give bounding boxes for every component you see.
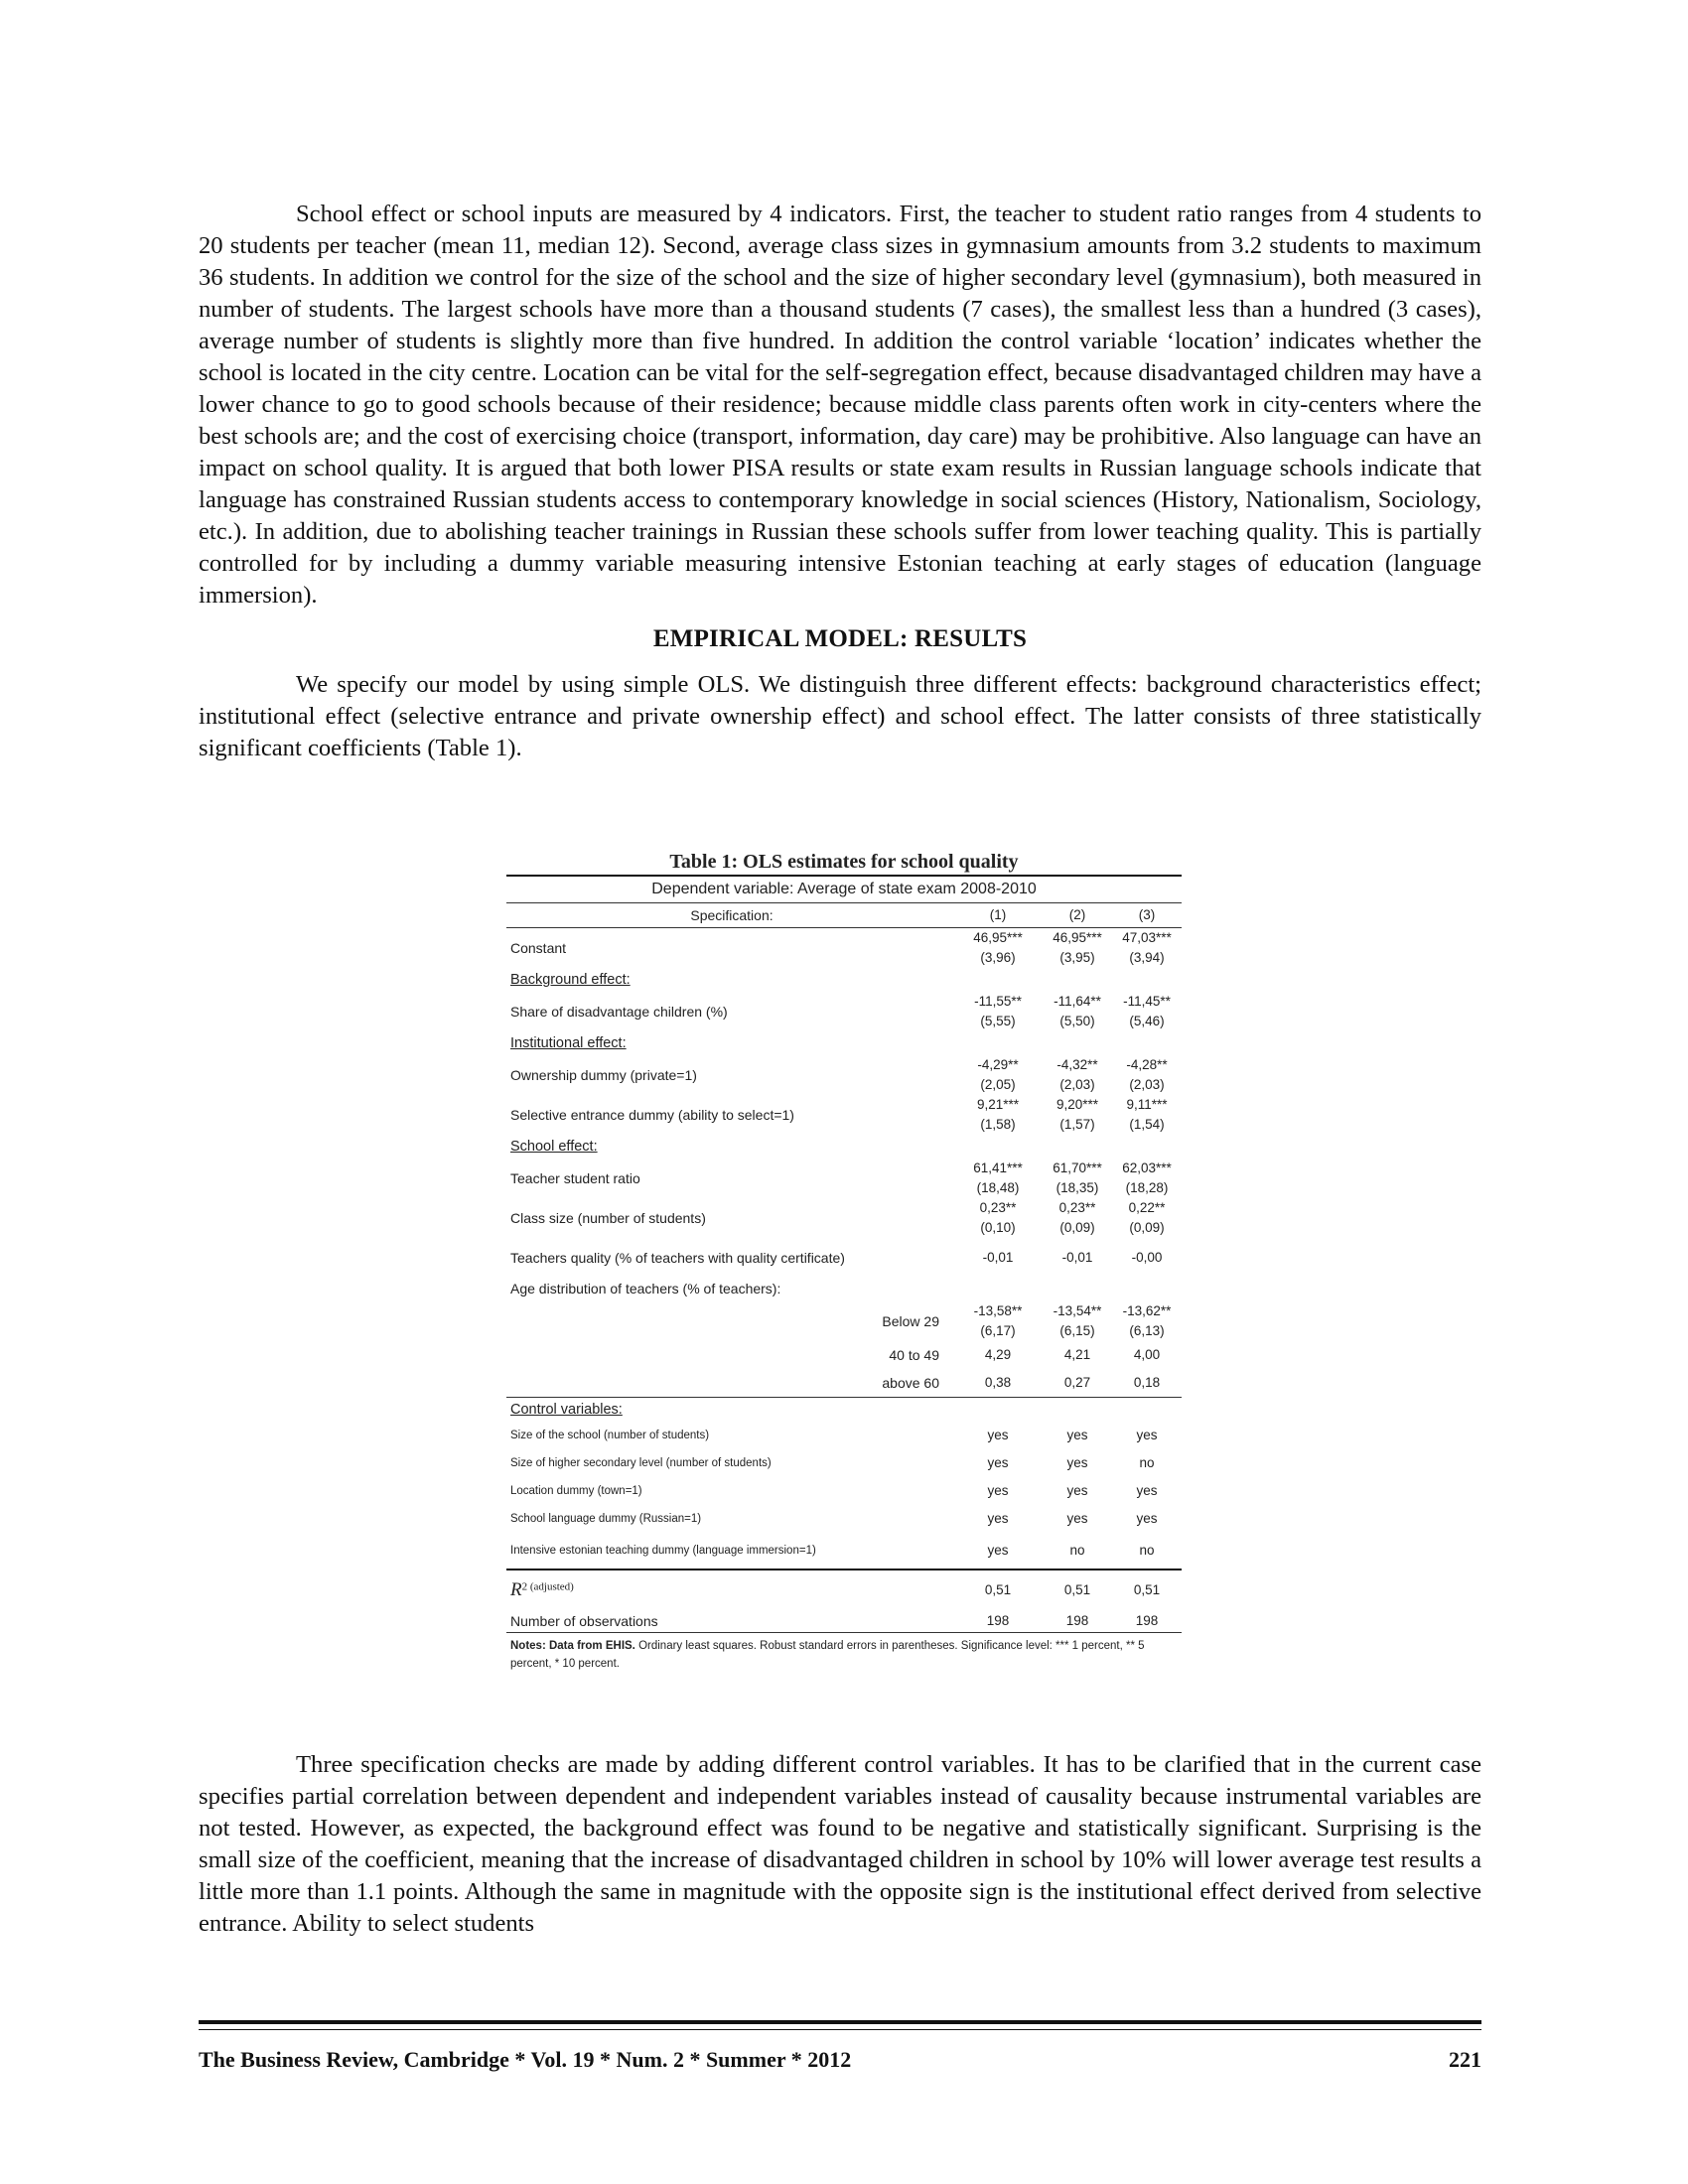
- se: (6,17): [980, 1323, 1016, 1338]
- coef: -0,00: [1131, 1250, 1163, 1265]
- row-label: 40 to 49: [889, 1347, 939, 1363]
- cell: yes: [1066, 1511, 1088, 1526]
- coef: -4,28**: [1126, 1057, 1168, 1072]
- cell: 0,51: [1133, 1582, 1161, 1597]
- row-label: Selective entrance dummy (ability to select=1): [510, 1107, 794, 1123]
- spec-2: (2): [1068, 907, 1086, 922]
- table-caption: Table 1: OLS estimates for school quality: [669, 851, 1019, 873]
- se: (1,54): [1129, 1117, 1165, 1132]
- paragraph-model: We specify our model by using simple OLS. We distinguish three different effects: background characteristics effect; institutional effect (selective entrance and private ownership effect) and school effect. The latter consists of three statistically significant coefficients (Table 1).: [199, 671, 1481, 761]
- se: (2,03): [1059, 1077, 1095, 1092]
- se: (2,03): [1129, 1077, 1165, 1092]
- cell: yes: [1066, 1455, 1088, 1470]
- table-row-40-49: [506, 1341, 1182, 1369]
- table-row-nobs: [506, 1610, 1182, 1632]
- table-row-ownership: [506, 1055, 1182, 1095]
- cell: no: [1139, 1455, 1155, 1470]
- journal-footer: The Business Review, Cambridge * Vol. 19 * Num. 2 * Summer * 2012: [199, 2047, 852, 2072]
- table-notes: [506, 1633, 1182, 1673]
- cell: yes: [987, 1428, 1009, 1442]
- spec-label: Specification:: [690, 907, 774, 923]
- page-number: 221: [1449, 2047, 1481, 2072]
- coef: 0,27: [1063, 1375, 1091, 1390]
- cell: yes: [1066, 1483, 1088, 1498]
- cell: no: [1069, 1543, 1085, 1558]
- row-label: above 60: [882, 1375, 939, 1391]
- r2-sup: 2 (adjusted): [521, 1580, 574, 1593]
- coef: -13,58**: [973, 1303, 1023, 1318]
- row-label: Below 29: [882, 1313, 939, 1329]
- table-row-below-29: [506, 1301, 1182, 1341]
- row-label: Location dummy (town=1): [510, 1485, 642, 1497]
- coef: 61,41***: [973, 1160, 1023, 1175]
- se: (18,35): [1055, 1180, 1099, 1195]
- table-row-teacher-quality: [506, 1238, 1182, 1278]
- coef: 61,70***: [1053, 1160, 1102, 1175]
- row-label: Ownership dummy (private=1): [510, 1067, 697, 1083]
- notes-source: Notes: Data from EHIS.: [510, 1640, 635, 1652]
- table-row-r2: [506, 1570, 1182, 1610]
- cell: yes: [1136, 1511, 1158, 1526]
- cell: yes: [1066, 1428, 1088, 1442]
- table-row-spec: [506, 903, 1182, 927]
- table-row-control: [506, 1505, 1182, 1533]
- table-row-class-size: [506, 1198, 1182, 1238]
- cell: 198: [1065, 1613, 1089, 1628]
- table-row-control: [506, 1449, 1182, 1477]
- coef: 9,11***: [1126, 1097, 1168, 1112]
- table-row-control: [506, 1422, 1182, 1449]
- row-label: Teachers quality (% of teachers with quality certificate): [510, 1249, 845, 1266]
- table-row-control: [506, 1533, 1182, 1569]
- main-text: [199, 199, 1481, 764]
- cell: yes: [1136, 1428, 1158, 1442]
- coef: -0,01: [982, 1250, 1014, 1265]
- footer-rule: [199, 2020, 1481, 2024]
- institutional-header: Institutional effect:: [510, 1035, 627, 1051]
- se: (1,57): [1059, 1117, 1095, 1132]
- cell: 198: [986, 1613, 1010, 1628]
- row-label: Teacher student ratio: [510, 1170, 640, 1186]
- se: (0,09): [1059, 1220, 1095, 1235]
- cell: yes: [987, 1455, 1009, 1470]
- row-label: Size of the school (number of students): [510, 1430, 710, 1441]
- cell: yes: [987, 1543, 1009, 1558]
- coef: 0,38: [984, 1375, 1012, 1390]
- row-label: [506, 1579, 953, 1601]
- coef: 62,03***: [1122, 1160, 1172, 1175]
- row-label: Class size (number of students): [510, 1210, 706, 1226]
- table-row-above-60: [506, 1369, 1182, 1397]
- table-row-constant: [506, 928, 1182, 968]
- ols-table: [506, 849, 1182, 1673]
- lower-text: [199, 1749, 1481, 1940]
- footer-rule: [199, 2029, 1481, 2030]
- se: (3,95): [1059, 950, 1095, 965]
- paragraph-specification: Three specification checks are made by adding different control variables. It has to be clarified that in the current case specifies partial correlation between dependent and independent variables instead of causality because instrumental variables are not tested. However, as expected, the background effect was found to be negative and statistically significant. Surprising is the small size of the coefficient, meaning that the increase of disadvantaged children in school by 10% will lower average test results a little more than 1.1 points. Although the same in magnitude with the opposite sign is the institutional effect derived from selective entrance. Ability to select students: [199, 1751, 1481, 1937]
- paragraph-school-effect: School effect or school inputs are measured by 4 indicators. First, the teacher to student ratio ranges from 4 students to 20 students per teacher (mean 11, median 12). Second, average class sizes in gymnasium amounts from 3.2 students to maximum 36 students. In addition we control for the size of the school and the size of higher secondary level (gymnasium), both measured in number of students. The largest schools have more than a thousand students (7 cases), the smallest less than a hundred (3 cases), average number of students is slightly more than five hundred. In addition the control variable ‘location’ indicates whether the school is located in the city centre. Location can be vital for the self-segregation effect, because disadvantaged children may have a lower chance to go to good schools because of their residence; because middle class parents often work in city-centers where the best schools are; and the cost of exercising choice (transport, information, day care) may be prohibitive. Also language can have an impact on school quality. It is argued that both lower PISA results or state exam results in Russian language schools indicate that language has constrained Russian students access to contemporary knowledge in social sciences (History, Nationalism, Sociology, etc.). In addition, due to abolishing teacher trainings in Russian these schools suffer from lower teaching quality. This is partially controlled for by including a dummy variable measuring intensive Estonian teaching at early stages of education (language immersion).: [199, 201, 1481, 609]
- se: (6,13): [1129, 1323, 1165, 1338]
- se: (18,48): [976, 1180, 1020, 1195]
- spec-3: (3): [1138, 907, 1156, 922]
- coef: -4,29**: [977, 1057, 1019, 1072]
- cell: 198: [1135, 1613, 1159, 1628]
- cell: yes: [987, 1511, 1009, 1526]
- se: (5,55): [980, 1014, 1016, 1028]
- coef: -4,32**: [1056, 1057, 1098, 1072]
- background-header: Background effect:: [510, 972, 631, 988]
- section-heading: EMPIRICAL MODEL: RESULTS: [652, 625, 1028, 652]
- coef: 4,00: [1133, 1347, 1161, 1362]
- row-label: Share of disadvantage children (%): [510, 1004, 728, 1020]
- se: (2,05): [980, 1077, 1016, 1092]
- cell: 0,51: [1063, 1582, 1091, 1597]
- coef: 4,21: [1063, 1347, 1091, 1362]
- se: (3,96): [980, 950, 1016, 965]
- r2-symbol: R: [510, 1579, 522, 1600]
- coef: -13,62**: [1122, 1303, 1172, 1318]
- table-row-selective: [506, 1095, 1182, 1135]
- se: (18,28): [1125, 1180, 1169, 1195]
- se: (5,46): [1129, 1014, 1165, 1028]
- cell: yes: [987, 1483, 1009, 1498]
- table-row-teacher-ratio: [506, 1159, 1182, 1198]
- coef: 0,18: [1133, 1375, 1161, 1390]
- row-label: Constant: [510, 940, 567, 956]
- coef: -0,01: [1061, 1250, 1093, 1265]
- row-label: Number of observations: [510, 1613, 658, 1629]
- table-row-control: [506, 1477, 1182, 1505]
- coef: 46,95***: [973, 930, 1023, 945]
- control-variables-header: Control variables:: [510, 1402, 623, 1418]
- row-label: Intensive estonian teaching dummy (language immersion=1): [510, 1545, 816, 1557]
- se: (3,94): [1129, 950, 1165, 965]
- row-label: Size of higher secondary level (number of students): [510, 1457, 772, 1469]
- table-row-share: [506, 992, 1182, 1031]
- dependent-variable: Dependent variable: Average of state exam 2008-2010: [651, 881, 1037, 897]
- se: (0,09): [1129, 1220, 1165, 1235]
- coef: 0,22**: [1128, 1200, 1166, 1215]
- coef: -11,55**: [974, 994, 1022, 1009]
- coef: 0,23**: [1058, 1200, 1096, 1215]
- se: (1,58): [980, 1117, 1016, 1132]
- notes-text: Ordinary least squares. Robust standard errors in parentheses. Significance level: *** 1 percent, ** 5 percent, * 10 percent.: [510, 1640, 1145, 1670]
- coef: -11,45**: [1123, 994, 1171, 1009]
- spec-1: (1): [989, 907, 1007, 922]
- se: (6,15): [1059, 1323, 1095, 1338]
- coef: 9,20***: [1055, 1097, 1099, 1112]
- school-effect-header: School effect:: [510, 1139, 598, 1155]
- se: (5,50): [1059, 1014, 1095, 1028]
- coef: 0,23**: [979, 1200, 1017, 1215]
- se: (0,10): [980, 1220, 1016, 1235]
- coef: 47,03***: [1122, 930, 1172, 945]
- coef: -13,54**: [1053, 1303, 1102, 1318]
- cell: 0,51: [984, 1582, 1012, 1597]
- row-label: School language dummy (Russian=1): [510, 1513, 702, 1525]
- coef: 9,21***: [976, 1097, 1020, 1112]
- coef: -11,64**: [1054, 994, 1101, 1009]
- age-distribution-label: Age distribution of teachers (% of teachers):: [510, 1281, 781, 1297]
- cell: no: [1139, 1543, 1155, 1558]
- coef: 4,29: [984, 1347, 1012, 1362]
- coef: 46,95***: [1053, 930, 1102, 945]
- cell: yes: [1136, 1483, 1158, 1498]
